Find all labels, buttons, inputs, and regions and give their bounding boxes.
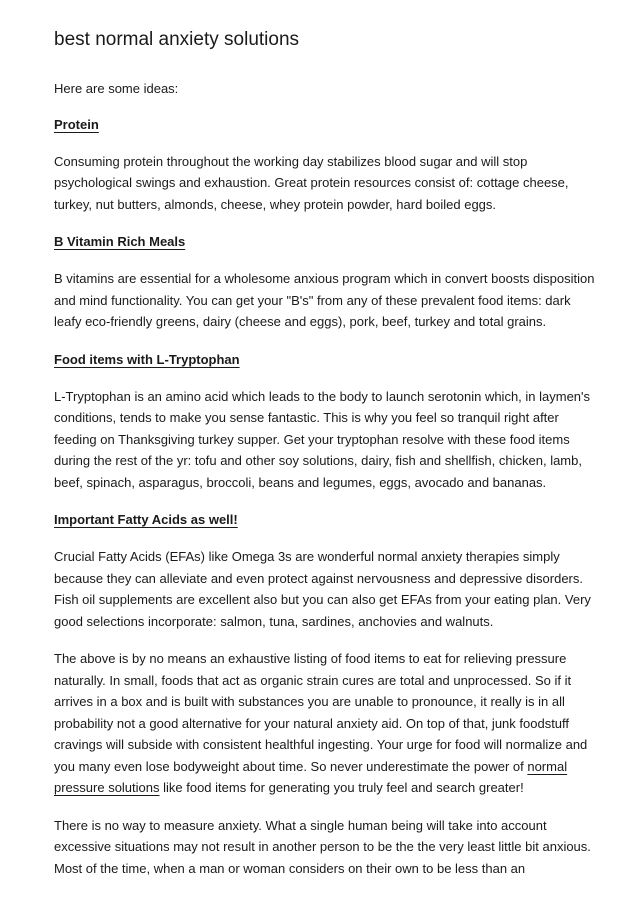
section-heading: Important Fatty Acids as well! [54, 512, 238, 527]
section-heading: Protein [54, 116, 99, 132]
section-body: L-Tryptophan is an amino acid which leads to the body to launch serotonin which, in laymen's conditions, tends to make you sense fantastic. This is why you feel so tranquil right after feeding on Thanksgiving turkey supper. Get your tryptophan resolve with these food items during the rest of the yr: tofu and other soy solutions, dairy, fish and shellfish, chicken, lamb, beef, spinach, asparagus, broccoli, beans and legumes, eggs, avocado and bananas. [54, 388, 591, 490]
summary-paragraph [54, 648, 598, 799]
closing-paragraph: There is no way to measure anxiety. What a single human being will take into account excessive situations may not result in another person to be the the very least little bit anxious. Most of the time, when a man or woman considers on their own to be less than an [54, 817, 591, 876]
section-body: B vitamins are essential for a wholesome anxious program which in convert boosts disposition and mind functionality. You can get your "B's" from any of these prevalent food items: dark leafy eco-friendly greens, dairy (cheese and eggs), pork, beef, turkey and total grains. [54, 271, 595, 329]
section-b-vitamin [54, 231, 598, 333]
section-heading: B Vitamin Rich Meals [54, 234, 186, 249]
section-fatty-acids [54, 509, 598, 632]
section-heading: Food items with L-Tryptophan [54, 351, 240, 367]
summary-text-before: The above is by no means an exhaustive listing of food items to eat for relieving pressure naturally. In small, foods that act as organic strain cures are total and unprocessed. So if it arrives in a box and is built with substances you are unable to pronounce, it really is in all probability not a good alternative for your natural anxiety aid. On top of that, junk foodstuff cravings will subside with consistent healthful ingesting. Your urge for food will normalize and you many even lose bodyweight about time. So never underestimate the power of [54, 651, 588, 774]
intro-text: Here are some ideas: [54, 81, 179, 96]
section-body: Crucial Fatty Acids (EFAs) like Omega 3s are wonderful normal anxiety therapies simply because they can alleviate and even protect against nervousness and depressive disorders. Fish oil supplements are excellent also but you can also get EFAs from your eating plan. Very good selections incorporate: salmon, tuna, sardines, anchovies and walnuts. [54, 549, 591, 629]
document-title: best normal anxiety solutions [54, 29, 300, 50]
section-tryptophan [54, 349, 598, 494]
section-body: Consuming protein throughout the working day stabilizes blood sugar and will stop psychological swings and exhaustion. Great protein resources consist of: cottage cheese, turkey, nut butters, almonds, cheese, whey protein powder, hard boiled eggs. [54, 153, 569, 212]
section-protein [54, 114, 598, 216]
summary-text-after: like food items for generating you truly feel and search greater! [159, 780, 524, 795]
normal-pressure-solutions-link[interactable]: normal pressure solutions [54, 758, 568, 795]
